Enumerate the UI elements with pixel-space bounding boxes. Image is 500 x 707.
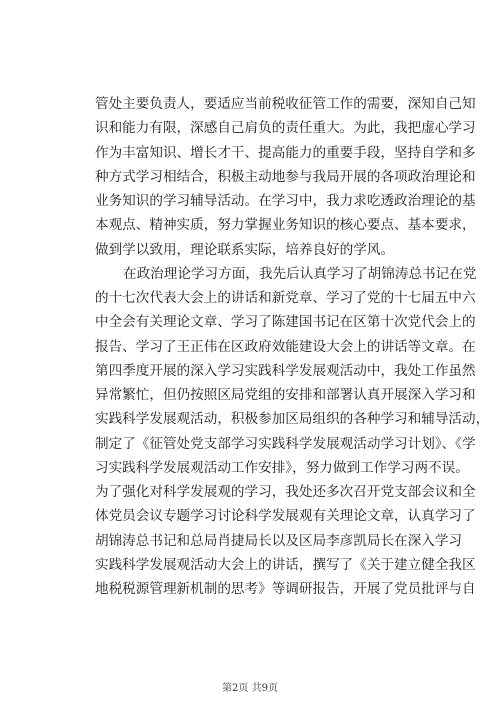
text-line: 报告、学习了王正伟在区政府效能建设大会上的讲话等文章。在	[95, 338, 476, 355]
text-line: 业务知识的学习辅导活动。在学习中，我力求吃透政治理论的基	[95, 193, 476, 209]
text-line: 制定了《征管处党支部学习实践科学发展观活动学习计划》、《学	[95, 435, 476, 452]
text-line: 地税税源管理新机制的思考》等调研报告，开展了党员批评与自	[95, 581, 476, 597]
text-line: 实践科学发展观活动大会上的讲话，撰写了《关于建立健全我区	[95, 556, 476, 573]
text-line: 习实践科学发展观活动工作安排》，努力做到工作学习两不误。	[95, 459, 469, 476]
text-line: 在政治理论学习方面，我先后认真学习了胡锦涛总书记在党	[123, 265, 477, 282]
text-line: 作为丰富知识、增长才干、提高能力的重要手段，坚持自学和多	[95, 144, 476, 161]
text-line: 异常繁忙，但仍按照区局党组的安排和部署认真开展深入学习和	[95, 387, 476, 403]
text-line: 实践科学发展观活动，积极参加区局组织的各种学习和辅导活动，	[95, 411, 490, 428]
text-line: 体党员会议专题学习讨论科学发展观有关理论文章，认真学习了	[95, 508, 476, 525]
text-line: 胡锦涛总书记和总局肖捷局长以及区局李彦凯局长在深入学习	[95, 532, 463, 549]
text-line: 本观点、精神实质，努力掌握业务知识的核心要点、基本要求，	[95, 217, 476, 234]
text-line: 中全会有关理论文章、学习了陈建国书记在区第十次党代会上的	[95, 314, 476, 331]
text-line: 识和能力有限，深感自己肩负的责任重大。为此，我把虚心学习	[95, 120, 476, 137]
text-line: 管处主要负责人，要适应当前税收征管工作的需要，深知自己知	[95, 96, 476, 112]
text-line: 为了强化对科学发展观的学习，我处还多次召开党支部会议和全	[95, 484, 476, 500]
text-line: 做到学以致用，理论联系实际，培养良好的学风。	[95, 241, 395, 258]
text-line: 第四季度开展的深入学习实践科学发展观活动中，我处工作虽然	[95, 362, 476, 379]
text-line: 的十七次代表大会上的讲话和新党章、学习了党的十七届五中六	[95, 290, 476, 306]
body-text	[95, 92, 490, 601]
page-number-footer: 第2页 共9页	[222, 683, 278, 694]
text-line: 种方式学习相结合，积极主动地参与我局开展的各项政治理论和	[95, 168, 476, 185]
